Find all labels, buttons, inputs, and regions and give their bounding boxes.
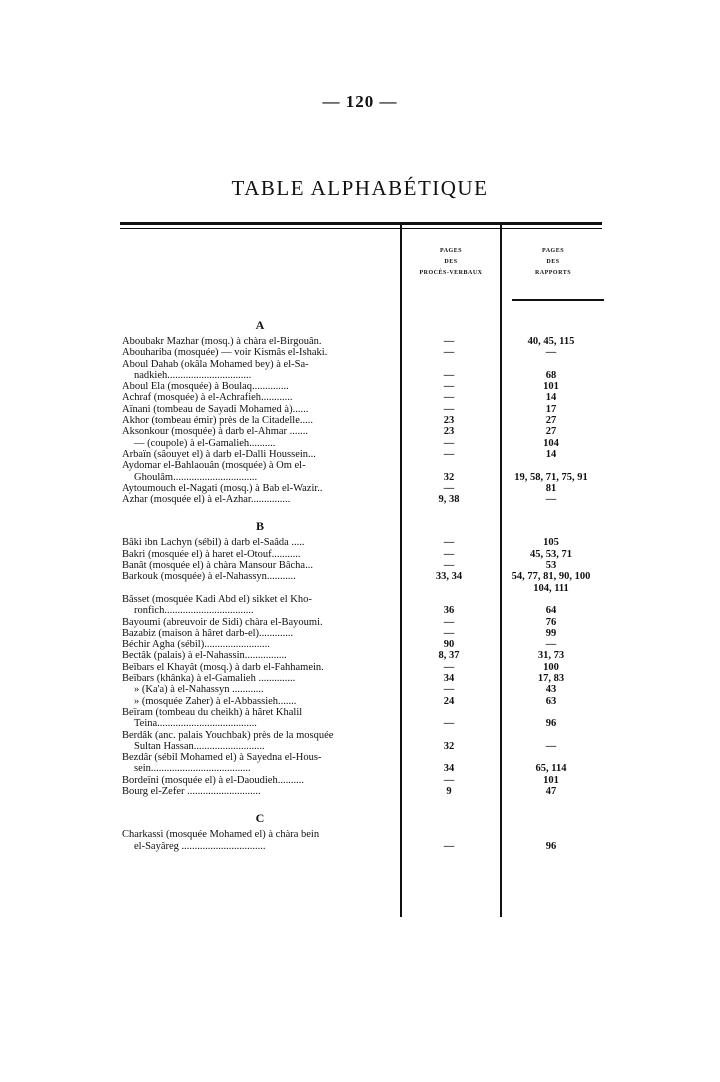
entry-name xyxy=(122,594,398,617)
page-ref: — xyxy=(443,347,455,359)
page-ref: 101 xyxy=(543,381,559,393)
top-rule-thin xyxy=(120,228,602,229)
rapports-pages xyxy=(500,415,602,426)
proces-verbaux-pages xyxy=(398,460,500,483)
proces-verbaux-pages xyxy=(398,639,500,650)
entry-name-line: Aksonkour (mosquée) à darb el-Ahmar ....... xyxy=(122,426,309,438)
proces-verbaux-pages xyxy=(398,775,500,786)
rapports-pages xyxy=(500,752,602,775)
page-ref: 45, 53, 71 xyxy=(530,548,572,560)
entry-name-line: Beïbars (khânka) à el-Gamalieh .............. xyxy=(122,673,296,685)
proces-verbaux-pages xyxy=(398,662,500,673)
proces-verbaux-pages xyxy=(398,359,500,382)
proces-verbaux-pages xyxy=(398,730,500,753)
entry-name xyxy=(122,639,398,650)
page-ref: 64 xyxy=(545,605,557,617)
entry-name-line: Aydomar el-Bahlaouân (mosquée) à Om el- xyxy=(122,460,306,472)
entry-name-line: Ghoulâm................................ xyxy=(134,471,258,483)
page-ref: 31, 73 xyxy=(537,650,565,662)
table-row xyxy=(122,404,608,415)
entry-name-line: ronfich.................................. xyxy=(134,605,254,617)
rapports-pages xyxy=(500,381,602,392)
entry-name xyxy=(122,560,398,571)
table-row xyxy=(122,426,608,437)
column-header-line: DES xyxy=(546,259,560,265)
page-ref: — xyxy=(443,774,455,786)
proces-verbaux-pages xyxy=(398,617,500,628)
section-letter: B xyxy=(255,519,264,534)
page-ref: 76 xyxy=(545,616,557,628)
rapports-pages xyxy=(500,684,602,695)
entry-name xyxy=(122,775,398,786)
entry-name xyxy=(122,684,398,695)
page-ref: 14 xyxy=(545,392,557,404)
rapports-pages xyxy=(500,730,602,753)
page-ref: 23 xyxy=(443,415,455,427)
entry-name-line: Béchir Agha (sébil)......................... xyxy=(122,639,270,651)
proces-verbaux-pages xyxy=(398,449,500,460)
proces-verbaux-pages xyxy=(398,786,500,797)
index-table xyxy=(122,314,608,852)
page-ref: 105 xyxy=(543,537,559,549)
table-row xyxy=(122,639,608,650)
proces-verbaux-pages xyxy=(398,684,500,695)
page-ref: 81 xyxy=(545,482,557,494)
rapports-pages xyxy=(500,594,602,617)
column-header-line: PAGES xyxy=(439,248,463,254)
page-ref: 9 xyxy=(446,785,452,797)
entry-name xyxy=(122,673,398,684)
entry-name-line: Teina...................................... xyxy=(134,718,257,730)
table-row xyxy=(122,460,608,483)
page-ref: — xyxy=(545,740,557,752)
column-header-line: PAGES xyxy=(541,248,565,254)
table-row xyxy=(122,347,608,358)
entry-name-line: Beïbars el Khayât (mosq.) à darb el-Fahhamein. xyxy=(122,661,324,673)
rapports-pages xyxy=(500,449,602,460)
entry-name-line: Azhar (mosquée el) à el-Azhar............... xyxy=(122,494,291,506)
entry-name-line: nadkieh................................ xyxy=(134,369,252,381)
page-ref: 96 xyxy=(545,840,557,852)
rapports-pages xyxy=(500,696,602,707)
rapports-pages xyxy=(500,650,602,661)
entry-name xyxy=(122,571,398,594)
entry-name xyxy=(122,359,398,382)
page-ref: 40, 45, 115 xyxy=(527,336,575,347)
table-row xyxy=(122,415,608,426)
rapports-pages xyxy=(500,392,602,403)
rapports-pages xyxy=(500,426,602,437)
proces-verbaux-pages xyxy=(398,494,500,505)
table-row xyxy=(122,730,608,753)
entry-name-line: Arbaïn (sâouyet el) à darb el-Dalli Houssein... xyxy=(122,448,316,460)
page-ref: 96 xyxy=(545,718,557,730)
page-ref: 8, 37 xyxy=(438,650,460,662)
entry-name xyxy=(122,494,398,505)
page-ref: — xyxy=(443,437,455,449)
proces-verbaux-pages xyxy=(398,549,500,560)
section-letter: C xyxy=(255,811,265,826)
entry-name xyxy=(122,381,398,392)
column-header-line: PROCÈS-VERBAUX xyxy=(419,270,483,276)
table-row xyxy=(122,571,608,594)
entry-name-line: Bezdâr (sébil Mohamed el) à Sayedna el-Hous- xyxy=(122,752,322,764)
rapports-pages xyxy=(500,404,602,415)
entry-name-line: Bourg el-Zefer ............................ xyxy=(122,785,261,797)
entry-name-line: el-Sayâreg ................................ xyxy=(134,840,266,852)
rapports-pages xyxy=(500,571,602,594)
page-ref: 23 xyxy=(443,426,455,438)
table-row xyxy=(122,650,608,661)
rapports-pages xyxy=(500,628,602,639)
page-ref: 32 xyxy=(443,471,455,483)
page-ref: 27 xyxy=(545,426,557,438)
proces-verbaux-pages xyxy=(398,628,500,639)
entry-name-line: Bordeïni (mosquée el) à el-Daoudieh.......... xyxy=(122,774,304,786)
page-ref: 27 xyxy=(545,415,557,427)
table-row xyxy=(122,617,608,628)
page-ref: 36 xyxy=(443,605,455,617)
table-row xyxy=(122,752,608,775)
entry-name-line: Aboul Ela (mosquée) à Boulaq.............. xyxy=(122,381,289,393)
entry-name-line: » (Ka'a) à el-Nahassyn ............ xyxy=(134,684,264,696)
table-row xyxy=(122,483,608,494)
proces-verbaux-pages xyxy=(398,673,500,684)
page-ref: — xyxy=(545,639,557,651)
rapports-pages xyxy=(500,707,602,730)
entry-name xyxy=(122,617,398,628)
entry-name xyxy=(122,483,398,494)
entry-name-line: Aboubakr Mazhar (mosq.) à chàra el-Birgouân. xyxy=(122,336,322,347)
proces-verbaux-pages xyxy=(398,707,500,730)
page-ref: 24 xyxy=(443,695,455,707)
table-row xyxy=(122,594,608,617)
page-ref: — xyxy=(443,627,455,639)
proces-verbaux-pages xyxy=(398,594,500,617)
page-ref: 9, 38 xyxy=(438,494,460,506)
entry-name xyxy=(122,662,398,673)
entry-name-line: Bayoumi (abreuvoir de Sidi) chàra el-Bayoumi. xyxy=(122,616,323,628)
entry-name-line: Aïnani (tombeau de Sayadi Mohamed à)...... xyxy=(122,403,309,415)
page-ref: 47 xyxy=(545,785,557,797)
entry-name xyxy=(122,829,398,852)
table-row xyxy=(122,662,608,673)
table-row xyxy=(122,560,608,571)
entry-name-line: — (coupole) à el-Gamalieh.......... xyxy=(134,437,276,449)
rapports-pages xyxy=(500,775,602,786)
rapports-pages xyxy=(500,662,602,673)
proces-verbaux-pages xyxy=(398,426,500,437)
table-row xyxy=(122,336,608,347)
entry-name-line: » (mosquée Zaher) à el-Abbassieh....... xyxy=(134,695,297,707)
page-ref: 65, 114 xyxy=(535,763,567,775)
rapports-pages xyxy=(500,786,602,797)
header-underline xyxy=(512,299,604,301)
page-ref: 54, 77, 81, 90, 100 xyxy=(511,571,591,583)
page-ref: — xyxy=(443,684,455,696)
proces-verbaux-pages xyxy=(398,347,500,358)
column-header-rapports xyxy=(503,246,603,279)
page-ref: — xyxy=(443,392,455,404)
proces-verbaux-pages xyxy=(398,650,500,661)
rapports-pages xyxy=(500,617,602,628)
entry-name-line: Bectâk (palais) à el-Nahassin................ xyxy=(122,650,287,662)
entry-name xyxy=(122,426,398,437)
proces-verbaux-pages xyxy=(398,696,500,707)
entry-name-line: sein...................................... xyxy=(134,763,251,775)
entry-name xyxy=(122,415,398,426)
column-header-line: RAPPORTS xyxy=(534,270,572,276)
entry-name-line: Berdâk (anc. palais Youchbak) près de la mosquée xyxy=(122,729,334,741)
proces-verbaux-pages xyxy=(398,404,500,415)
section-letter: A xyxy=(255,318,265,332)
entry-name-line: Bâsset (mosquée Kadi Abd el) sikket el Kho- xyxy=(122,593,312,605)
table-row xyxy=(122,392,608,403)
rapports-pages xyxy=(500,537,602,548)
entry-name xyxy=(122,449,398,460)
table-row xyxy=(122,494,608,505)
entry-name-line: Akhor (tombeau émir) près de la Citadelle..... xyxy=(122,415,313,427)
entry-name-line: Aboul Dahab (okâla Mohamed bey) à el-Sa- xyxy=(122,358,309,370)
entry-name-line: Bâki ibn Lachyn (sébil) à darb el-Saâda ..... xyxy=(122,537,305,549)
table-row xyxy=(122,449,608,460)
page-ref: — xyxy=(443,616,455,628)
rapports-pages xyxy=(500,359,602,382)
page-ref: 14 xyxy=(545,448,557,460)
page-ref: — xyxy=(545,347,557,359)
entry-name-line: Aytoumouch el-Nagati (mosq.) à Bab el-Wazir.. xyxy=(122,482,323,494)
page-ref: — xyxy=(443,661,455,673)
proces-verbaux-pages xyxy=(398,537,500,548)
rapports-pages xyxy=(500,347,602,358)
proces-verbaux-pages xyxy=(398,381,500,392)
page-ref: — xyxy=(443,381,455,393)
entry-name xyxy=(122,752,398,775)
page-ref: 43 xyxy=(545,684,557,696)
page-ref: 104 xyxy=(543,437,559,449)
entry-name xyxy=(122,730,398,753)
column-header-line: DES xyxy=(444,259,458,265)
rapports-pages xyxy=(500,673,602,684)
proces-verbaux-pages xyxy=(398,560,500,571)
page-ref: — xyxy=(443,448,455,460)
entry-name-line: Charkassi (mosquée Mohamed el) à chàra bein xyxy=(122,829,320,841)
entry-name xyxy=(122,336,398,347)
page-ref: — xyxy=(443,718,455,730)
table-row xyxy=(122,707,608,730)
entry-name-line: Bakri (mosquée el) à haret el-Otouf........... xyxy=(122,548,301,560)
page-ref: — xyxy=(443,537,455,549)
entry-name xyxy=(122,650,398,661)
proces-verbaux-pages xyxy=(398,438,500,449)
table-row xyxy=(122,673,608,684)
page-ref-continued: 104, 111 xyxy=(533,582,569,594)
table-row xyxy=(122,696,608,707)
page-ref: 34 xyxy=(443,763,455,775)
proces-verbaux-pages xyxy=(398,571,500,594)
rapports-pages xyxy=(500,336,602,347)
proces-verbaux-pages xyxy=(398,415,500,426)
table-row xyxy=(122,438,608,449)
table-row xyxy=(122,628,608,639)
page-ref: 99 xyxy=(545,627,557,639)
page-ref: 34 xyxy=(443,673,455,685)
rapports-pages xyxy=(500,460,602,483)
rapports-pages xyxy=(500,560,602,571)
entry-name xyxy=(122,404,398,415)
entry-name-line: Achraf (mosquée) à el-Achrafieh............ xyxy=(122,392,293,404)
page-ref: — xyxy=(443,482,455,494)
proces-verbaux-pages xyxy=(398,752,500,775)
page-title: TABLE ALPHABÉTIQUE xyxy=(231,176,489,200)
page-ref: 17, 83 xyxy=(537,673,565,685)
page-ref: — xyxy=(443,548,455,560)
top-rule-thick xyxy=(120,222,602,225)
page-ref: 101 xyxy=(543,774,559,786)
proces-verbaux-pages xyxy=(398,483,500,494)
table-row xyxy=(122,786,608,797)
page-ref: 32 xyxy=(443,740,455,752)
proces-verbaux-pages xyxy=(398,336,500,347)
page-ref: — xyxy=(443,369,455,381)
page-ref: — xyxy=(443,840,455,852)
page-ref: 100 xyxy=(543,661,559,673)
rapports-pages xyxy=(500,438,602,449)
entry-name xyxy=(122,392,398,403)
entry-name-line: Abouhariba (mosquée) — voir Kismâs el-Ishaki. xyxy=(122,347,328,359)
table-row xyxy=(122,549,608,560)
proces-verbaux-pages xyxy=(398,829,500,852)
page-ref: 33, 34 xyxy=(435,571,463,583)
section-gap xyxy=(122,797,608,807)
entry-name xyxy=(122,628,398,639)
entry-name xyxy=(122,549,398,560)
table-row xyxy=(122,775,608,786)
page-ref: — xyxy=(443,403,455,415)
page-ref: — xyxy=(443,336,455,347)
table-row xyxy=(122,381,608,392)
page-ref: 90 xyxy=(443,639,455,651)
table-row xyxy=(122,829,608,852)
rapports-pages xyxy=(500,639,602,650)
rapports-pages xyxy=(500,549,602,560)
rapports-pages xyxy=(500,829,602,852)
entry-name xyxy=(122,707,398,730)
entry-name xyxy=(122,438,398,449)
spacer xyxy=(398,583,500,594)
page-ref: — xyxy=(545,494,557,506)
entry-name xyxy=(122,347,398,358)
table-row xyxy=(122,684,608,695)
entry-name-line: Beïram (tombeau du cheikh) à hâret Khalil xyxy=(122,706,303,718)
entry-name xyxy=(122,786,398,797)
page-ref: 68 xyxy=(545,369,557,381)
section-gap xyxy=(122,505,608,515)
entry-name xyxy=(122,460,398,483)
table-row xyxy=(122,359,608,382)
table-row xyxy=(122,537,608,548)
proces-verbaux-pages xyxy=(398,392,500,403)
entry-name xyxy=(122,696,398,707)
entry-name xyxy=(122,537,398,548)
entry-name-line: Sultan Hassan........................... xyxy=(134,740,265,752)
page-ref: 53 xyxy=(545,560,557,572)
entry-name-line: Banât (mosquée el) à chàra Mansour Bâcha... xyxy=(122,560,313,572)
entry-name-line: Bazabiz (maison à hâret darb-el)............. xyxy=(122,627,294,639)
page-ref: 19, 58, 71, 75, 91 xyxy=(514,471,588,483)
page-ref: 63 xyxy=(545,695,557,707)
page-ref: — xyxy=(443,560,455,572)
rapports-pages xyxy=(500,483,602,494)
page-ref: 17 xyxy=(545,403,557,415)
entry-name-line: Barkouk (mosquée) à el-Nahassyn........... xyxy=(122,571,296,583)
page-number: — 120 — xyxy=(322,92,398,111)
column-header-proces-verbaux xyxy=(403,246,499,279)
rapports-pages xyxy=(500,494,602,505)
